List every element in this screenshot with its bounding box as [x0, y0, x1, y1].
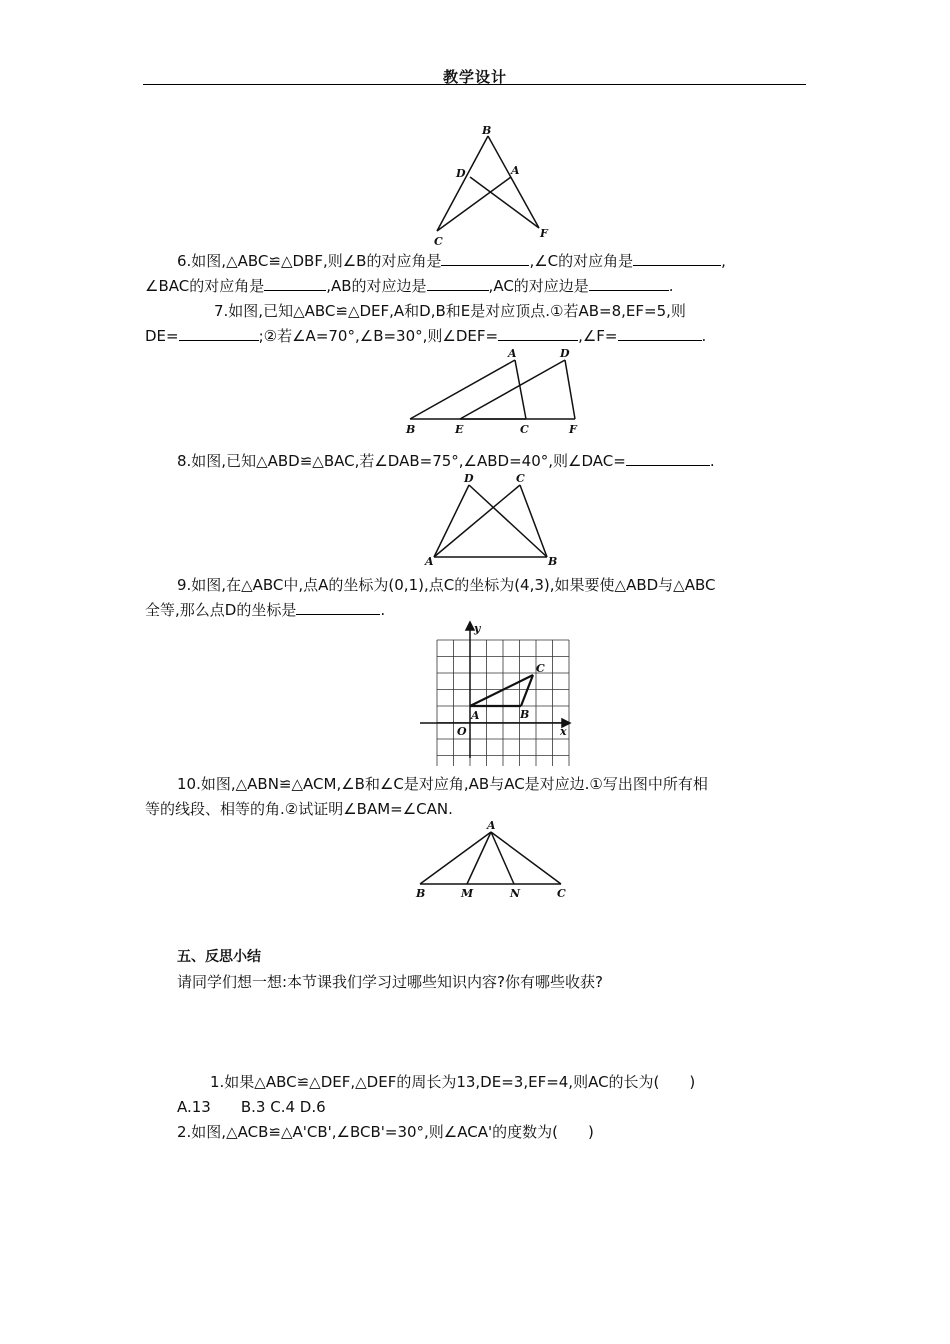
label-D: D: [560, 347, 570, 360]
q10-line-1: 10.如图,△ABN≌△ACM,∠B和∠C是对应角,AB与AC是对应边.①写出图中所有相: [177, 775, 708, 793]
label-D: D: [456, 167, 466, 180]
answer-blank[interactable]: [427, 276, 489, 291]
q6-line-2: ∠BAC的对应角是 ,AB的对应边是 ,AC的对应边是 .: [145, 277, 674, 295]
label-C: C: [557, 887, 566, 900]
q9-line-2: 全等,那么点D的坐标是 .: [145, 601, 386, 619]
label-B: B: [482, 124, 492, 137]
figure-q6: [420, 120, 560, 250]
label-B: B: [406, 423, 416, 436]
label-B: B: [416, 887, 426, 900]
header-divider: [143, 84, 806, 85]
exercise-2-question: 2.如图,△ACB≌△A'CB',∠BCB'=30°,则∠ACA'的度数为( ): [177, 1123, 594, 1141]
exercise-1-question: 1.如果△ABC≌△DEF,△DEF的周长为13,DE=3,EF=4,则AC的长为( ): [210, 1073, 696, 1091]
label-C: C: [536, 662, 545, 675]
page-header-title: 教学设计: [442, 68, 507, 86]
answer-blank[interactable]: [618, 326, 702, 341]
label-A: A: [508, 347, 517, 360]
figure-q9-grid: [410, 618, 580, 766]
exercise-1-options: A.13 B.3 C.4 D.6: [177, 1098, 326, 1116]
answer-blank[interactable]: [296, 600, 380, 615]
label-A: A: [511, 164, 520, 177]
answer-blank[interactable]: [589, 276, 669, 291]
label-C: C: [516, 472, 525, 485]
figure-q7: [398, 343, 598, 438]
q8-line-1: 8.如图,已知△ABD≌△BAC,若∠DAB=75°,∠ABD=40°,则∠DAC= .: [177, 452, 715, 470]
figure-q8: [420, 468, 570, 570]
label-B: B: [520, 708, 530, 721]
label-C: C: [434, 235, 443, 248]
label-y: y: [474, 622, 481, 635]
label-E: E: [455, 423, 464, 436]
figure-q10: [408, 818, 578, 902]
label-D: D: [464, 472, 474, 485]
answer-blank[interactable]: [179, 326, 259, 341]
answer-blank[interactable]: [498, 326, 578, 341]
answer-blank[interactable]: [633, 251, 721, 266]
label-O: O: [457, 725, 467, 738]
answer-blank[interactable]: [441, 251, 529, 266]
section-text: 请同学们想一想:本节课我们学习过哪些知识内容?你有哪些收获?: [177, 973, 603, 991]
section-title: 五、反思小结: [177, 949, 261, 965]
q10-line-2: 等的线段、相等的角.②试证明∠BAM=∠CAN.: [145, 800, 453, 818]
q6-line-1: 6.如图,△ABC≌△DBF,则∠B的对应角是 ,∠C的对应角是 ,: [177, 252, 726, 270]
label-x: x: [560, 725, 567, 738]
q7-line-2: DE= ;②若∠A=70°,∠B=30°,则∠DEF= ,∠F= .: [145, 327, 707, 345]
label-B: B: [548, 555, 558, 568]
label-M: M: [461, 887, 474, 900]
label-F: F: [540, 227, 548, 240]
label-F: F: [569, 423, 577, 436]
answer-blank[interactable]: [626, 451, 710, 466]
q9-line-1: 9.如图,在△ABC中,点A的坐标为(0,1),点C的坐标为(4,3),如果要使△ABD与△ABC: [177, 576, 716, 594]
label-A: A: [487, 819, 496, 832]
q7-line-1: 7.如图,已知△ABC≌△DEF,A和D,B和E是对应顶点.①若AB=8,EF=5,则: [214, 302, 686, 320]
label-N: N: [510, 887, 521, 900]
answer-blank[interactable]: [264, 276, 326, 291]
label-A: A: [425, 555, 434, 568]
label-A: A: [471, 709, 480, 722]
label-C: C: [520, 423, 529, 436]
